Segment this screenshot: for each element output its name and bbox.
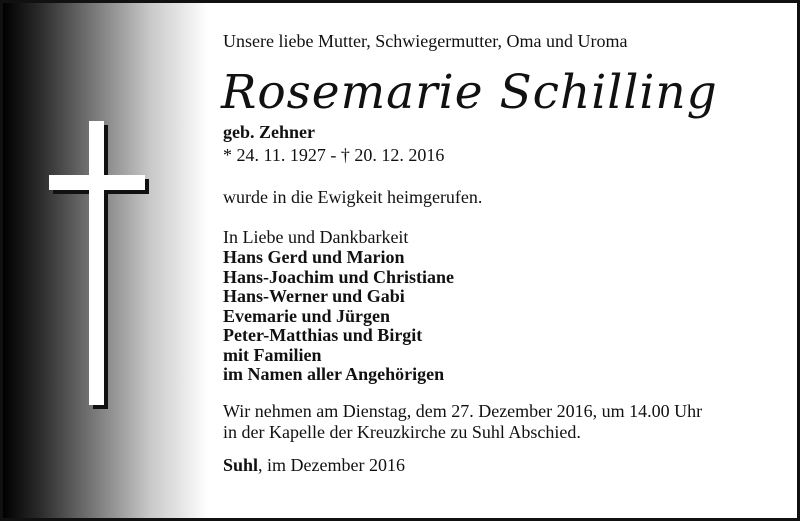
mourner-item: Hans Gerd und Marion [223, 247, 405, 267]
place-name: Suhl [223, 454, 259, 475]
called-home-line: wurde in die Ewigkeit heimgerufen. [223, 187, 483, 207]
place-date-line [223, 455, 777, 476]
maiden-name: geb. Zehner [223, 122, 315, 142]
mourner-item: Hans-Joachim und Christiane [223, 266, 455, 287]
life-dates: * 24. 11. 1927 - † 20. 12. 2016 [223, 145, 445, 165]
mourners-list [223, 248, 777, 385]
greeting-line: In Liebe und Dankbarkeit [223, 227, 409, 247]
mourner-item: mit Familien [223, 344, 322, 365]
mourner-item: Peter-Matthias und Birgit [223, 325, 423, 345]
funeral-line-1: Wir nehmen am Dienstag, dem 27. Dezember 2016, um 14.00 Uhr [223, 400, 703, 421]
mourner-item: Hans-Werner und Gabi [223, 286, 405, 306]
mourner-item: im Namen aller Angehörigen [223, 364, 445, 384]
cross-icon [3, 3, 208, 521]
mourner-item: Evemarie und Jürgen [223, 305, 391, 326]
intro-line: Unsere liebe Mutter, Schwiegermutter, Oma und Uroma [223, 31, 628, 51]
funeral-details [223, 401, 777, 443]
notice-text [223, 31, 777, 476]
funeral-line-2: in der Kapelle der Kreuzkirche zu Suhl Abschied. [223, 421, 581, 442]
place-date: , im Dezember 2016 [258, 454, 405, 475]
deceased-name: Rosemarie Schilling [221, 65, 718, 120]
